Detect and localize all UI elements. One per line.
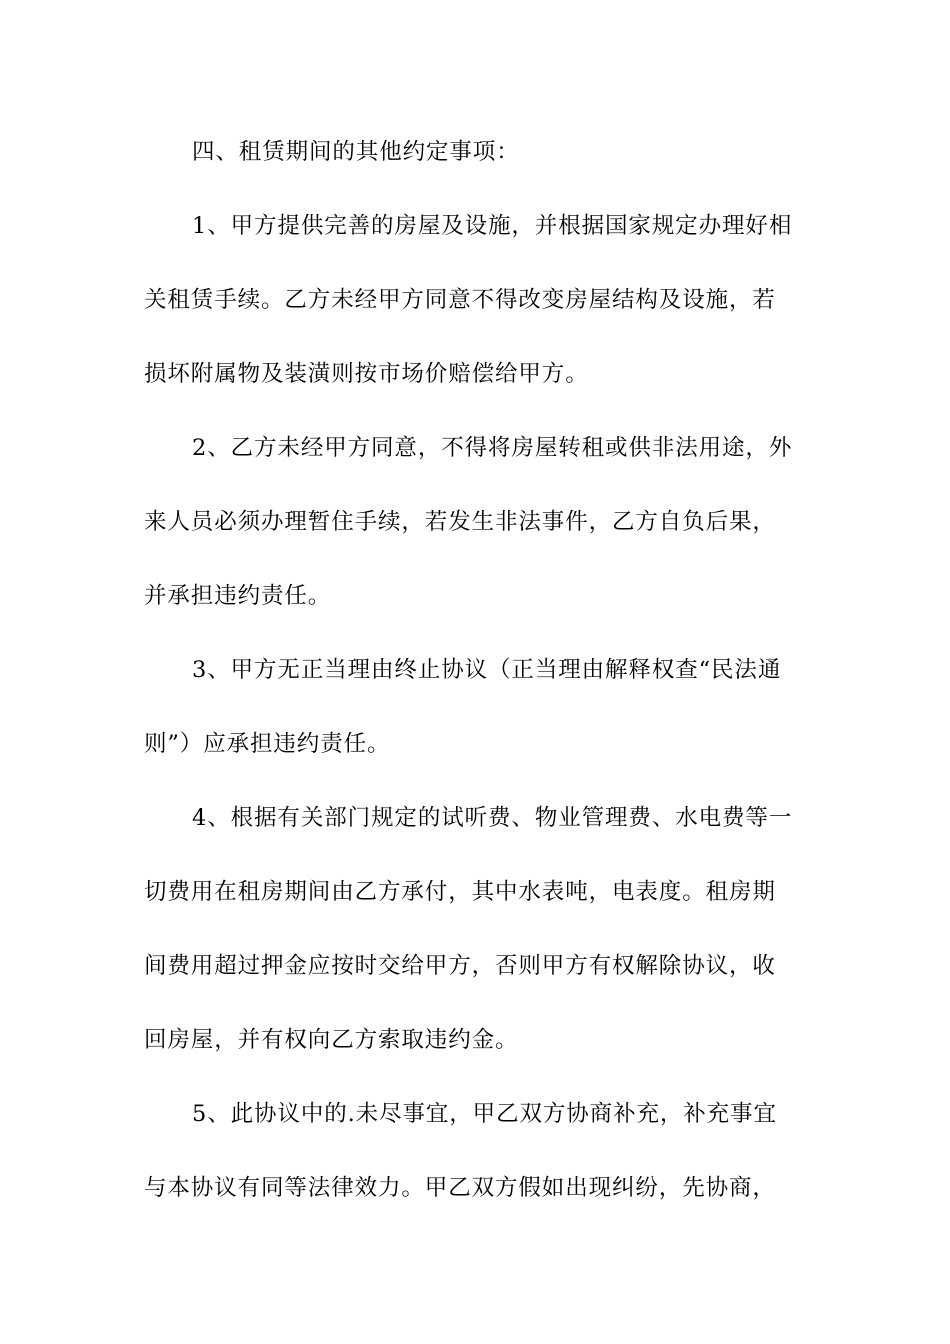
paragraph-line: 4、根据有关部门规定的试听费、物业管理费、水电费等一 [192, 805, 793, 831]
paragraph-line: 与本协议有同等法律效力。甲乙双方假如出现纠纷，先协商， [144, 1175, 776, 1201]
paragraph-line: 关租赁手续。乙方未经甲方同意不得改变房屋结构及设施，若 [144, 287, 776, 313]
paragraph-line: 3、甲方无正当理由终止协议（正当理由解释权查“民法通 [192, 657, 782, 683]
paragraph-line: 切费用在租房期间由乙方承付，其中水表吨，电表度。租房期 [144, 879, 776, 905]
paragraph-line: 回房屋，并有权向乙方索取违约金。 [144, 1027, 519, 1053]
paragraph-line: 5、此协议中的.未尽事宜，甲乙双方协商补充，补充事宜 [192, 1101, 777, 1127]
paragraph-line: 2、乙方未经甲方同意，不得将房屋转租或供非法用途，外 [192, 435, 793, 461]
paragraph-line: 则”）应承担违约责任。 [144, 731, 391, 757]
paragraph-line: 间费用超过押金应按时交给甲方，否则甲方有权解除协议，收 [144, 953, 776, 979]
section-heading: 四、租赁期间的其他约定事项： [192, 139, 520, 165]
paragraph-line: 1、甲方提供完善的房屋及设施，并根据国家规定办理好相 [192, 213, 793, 239]
paragraph-line: 损坏附属物及装潢则按市场价赔偿给甲方。 [144, 361, 589, 387]
paragraph-line: 来人员必须办理暂住手续，若发生非法事件，乙方自负后果， [144, 509, 776, 535]
paragraph-line: 并承担违约责任。 [144, 583, 332, 609]
